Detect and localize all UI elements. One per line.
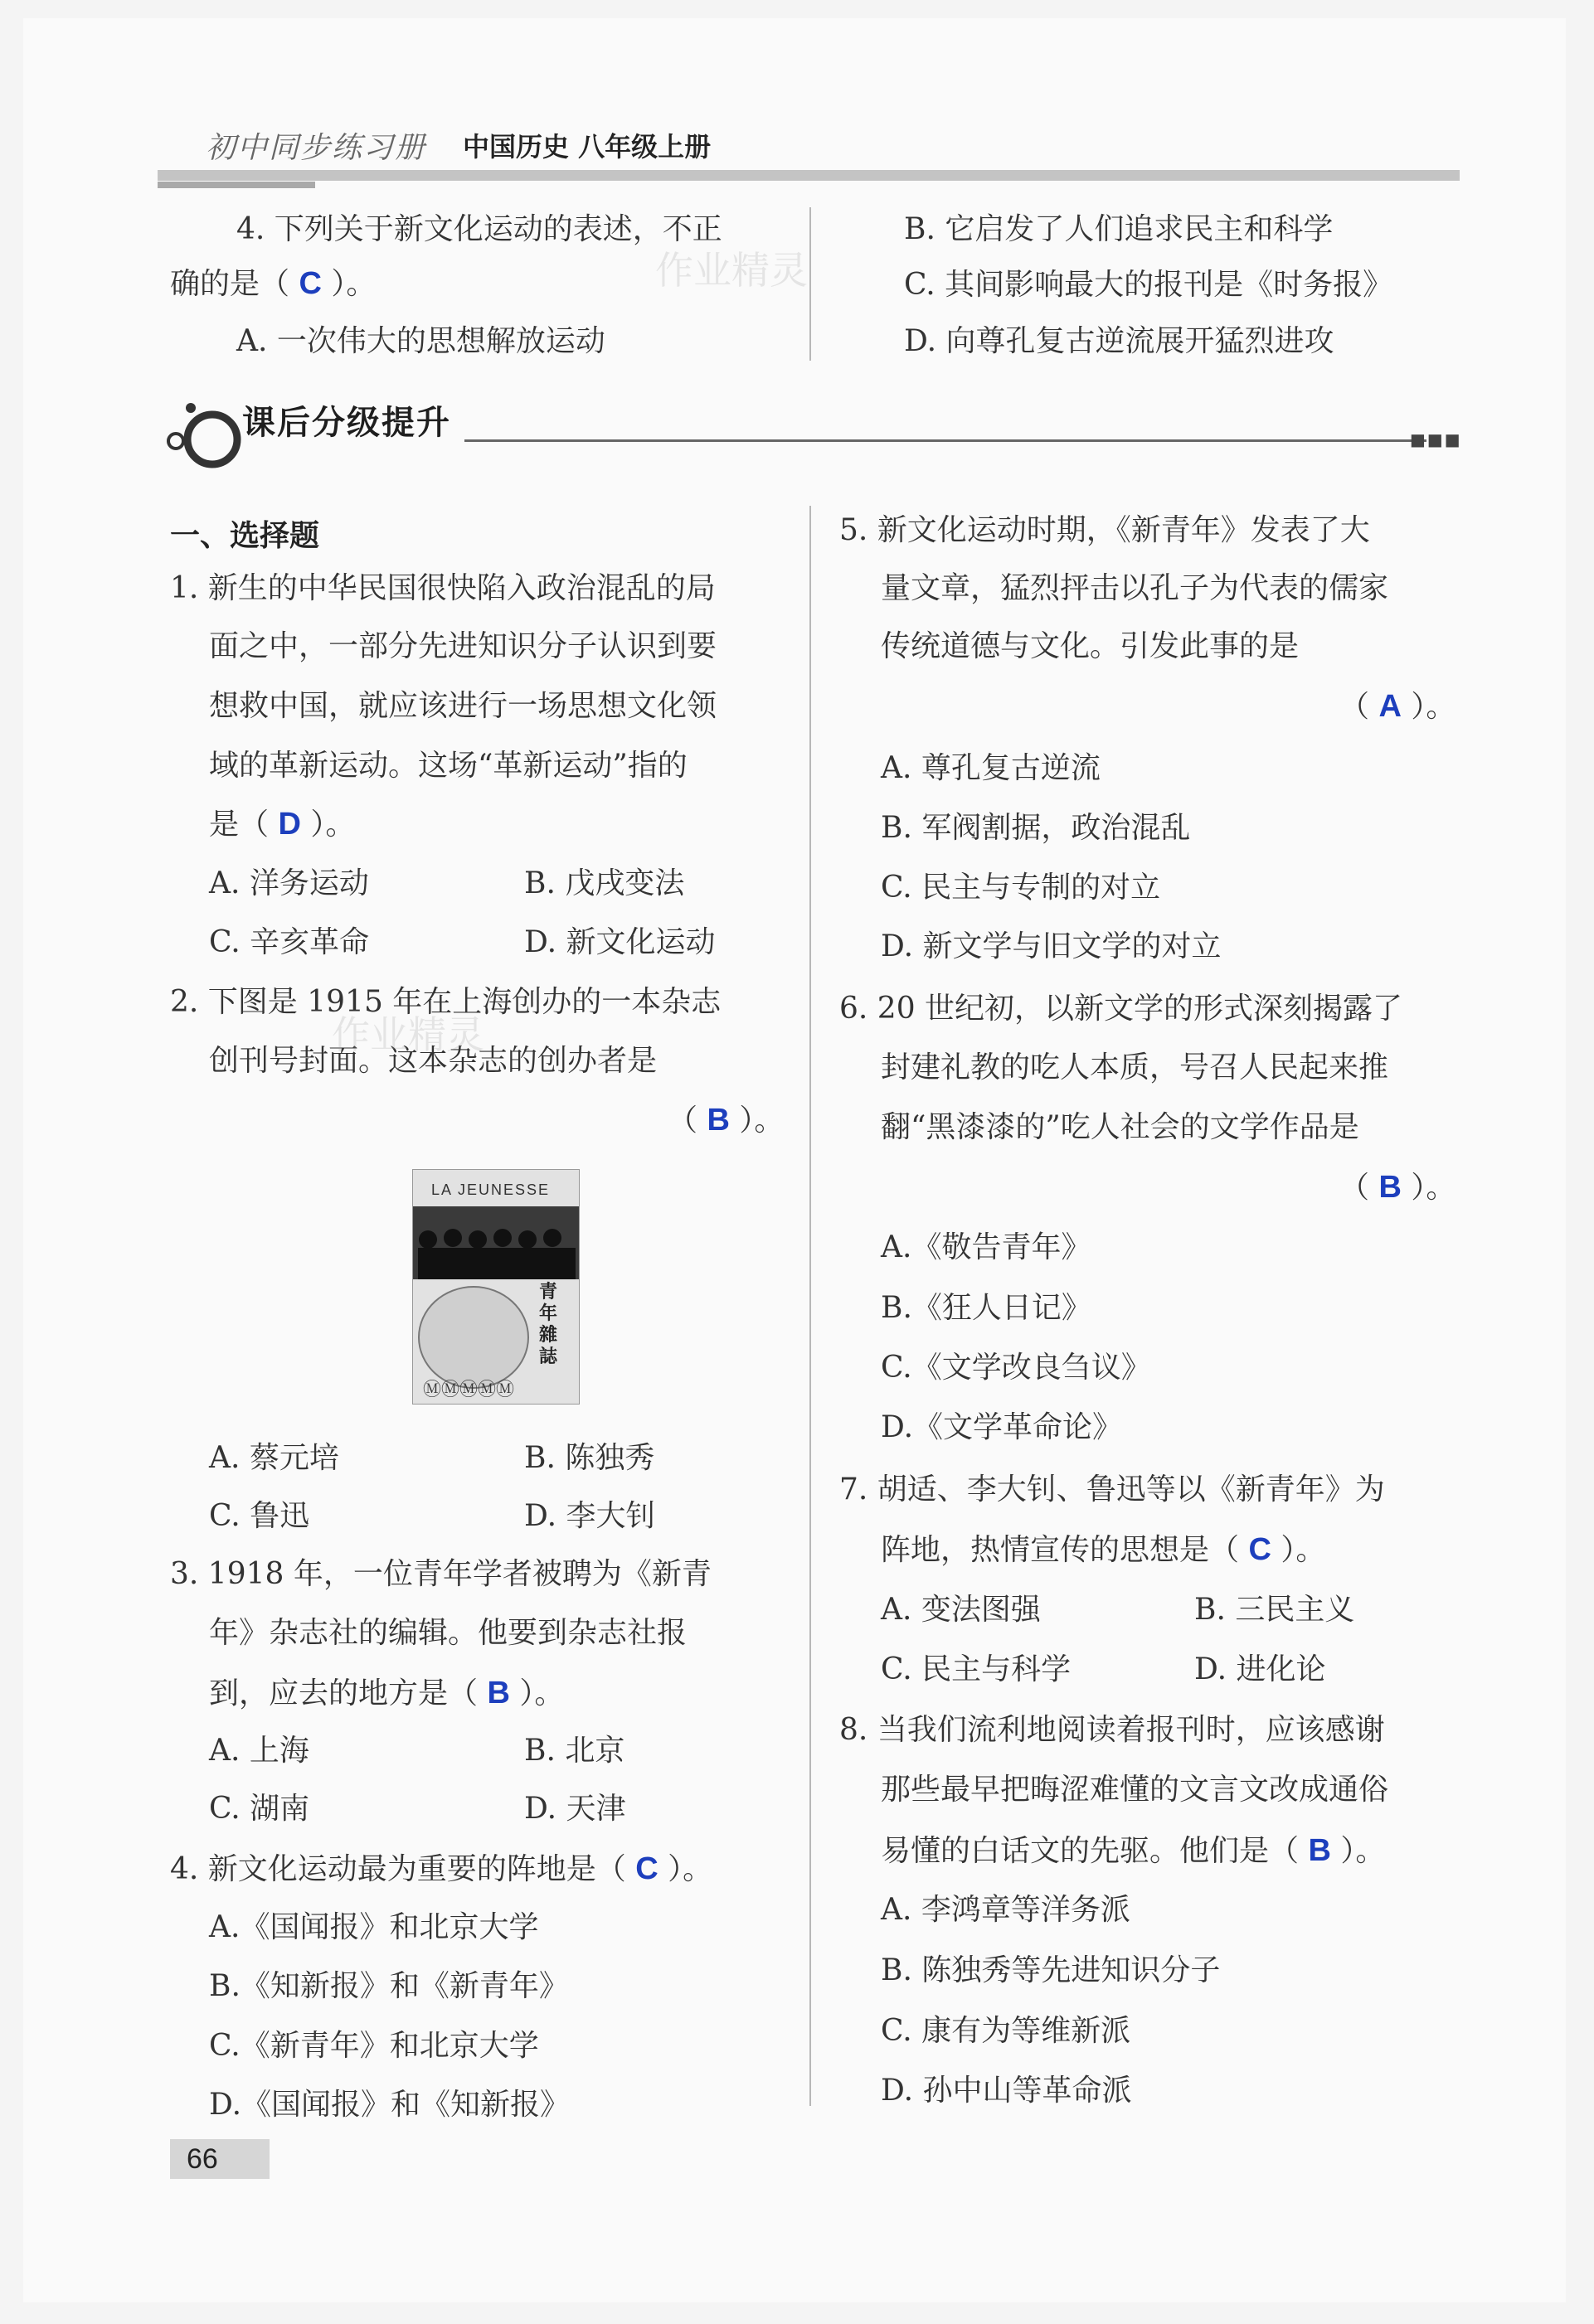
q7-option-a: A. 变法图强 xyxy=(881,1593,1041,1627)
q5-option-c: C. 民主与专制的对立 xyxy=(881,871,1161,905)
q1-option-c: C. 辛亥革命 xyxy=(209,925,370,959)
q6-line-2: 封建礼教的吃人本质，号召人民起来推 xyxy=(881,1050,1389,1084)
page xyxy=(23,18,1566,2302)
page-number: 66 xyxy=(170,2139,270,2179)
portrait-medallion xyxy=(418,1286,529,1389)
q3-line-1: 3. 1918 年，一位青年学者被聘为《新青 xyxy=(170,1557,712,1591)
header-bar-accent xyxy=(158,182,315,188)
q5-option-b: B. 军阀割据，政治混乱 xyxy=(881,811,1191,845)
q4-option-a: A.《国闻报》和北京大学 xyxy=(209,1910,539,1944)
q1-option-a: A. 洋务运动 xyxy=(209,866,369,900)
answer-mark: A xyxy=(1378,689,1402,724)
q8-option-d: D. 孙中山等革命派 xyxy=(881,2074,1132,2108)
magazine-cover-image xyxy=(412,1169,580,1405)
q6-option-b: B.《狂人日记》 xyxy=(881,1291,1091,1325)
q6-line-4: （ B ）。 xyxy=(1339,1170,1456,1205)
header-bar xyxy=(158,170,1460,181)
q1-option-d: D. 新文化运动 xyxy=(524,925,716,959)
q4-option-d: D.《国闻报》和《知新报》 xyxy=(209,2088,571,2122)
top-question-line-1: 4. 下列关于新文化运动的表述，不正 xyxy=(236,212,722,246)
q8-line-2: 那些最早把晦涩难懂的文言文改成通俗 xyxy=(881,1773,1389,1807)
q3-option-b: B. 北京 xyxy=(524,1734,625,1768)
top-option-d: D. 向尊孔复古逆流展开猛烈进攻 xyxy=(904,324,1334,358)
column-divider-main xyxy=(809,506,811,2106)
top-question-line-2: 确的是（ C ）。 xyxy=(170,266,377,301)
answer-mark: C xyxy=(299,266,322,301)
q1-line-3: 想救中国，就应该进行一场思想文化领 xyxy=(209,689,717,723)
section-title: 课后分级提升 xyxy=(242,404,451,442)
watermark: 作业精灵 xyxy=(332,1012,484,1057)
q7-line-1: 7. 胡适、李大钊、鲁迅等以《新青年》为 xyxy=(839,1473,1385,1506)
watermark: 作业精灵 xyxy=(655,248,808,293)
top-option-c: C. 其间影响最大的报刊是《时务报》 xyxy=(904,268,1393,302)
q5-line-1: 5. 新文化运动时期，《新青年》发表了大 xyxy=(839,513,1370,547)
series-title: 初中同步练习册 xyxy=(206,131,427,165)
q2-option-d: D. 李大钊 xyxy=(524,1499,656,1533)
q2-option-a: A. 蔡元培 xyxy=(209,1441,339,1475)
q1-line-5: 是（ D ）。 xyxy=(209,807,356,842)
q6-option-a: A.《敬告青年》 xyxy=(881,1230,1091,1264)
q3-line-3: 到，应去的地方是（ B ）。 xyxy=(209,1676,565,1710)
answer-mark: B xyxy=(707,1103,730,1138)
answer-mark: D xyxy=(278,807,301,842)
q5-option-d: D. 新文学与旧文学的对立 xyxy=(881,929,1222,963)
q4-option-b: B.《知新报》和《新青年》 xyxy=(209,1969,569,2003)
q8-option-c: C. 康有为等维新派 xyxy=(881,2014,1131,2048)
q2-line-2: 创刊号封面。这本杂志的创办者是 xyxy=(209,1044,658,1078)
q2-line-3: （ B ）。 xyxy=(668,1103,785,1138)
answer-mark: C xyxy=(635,1851,658,1886)
section-rule xyxy=(464,439,1426,442)
q8-line-1: 8. 当我们流利地阅读着报刊时，应该感谢 xyxy=(839,1713,1385,1747)
cover-vertical-title: 青年雜誌 xyxy=(539,1282,558,1367)
q1-line-1: 1. 新生的中华民国很快陷入政治混乱的局 xyxy=(170,571,716,605)
answer-mark: C xyxy=(1248,1532,1271,1567)
cover-title: LA JEUNESSE xyxy=(431,1181,551,1198)
q5-line-2: 量文章，猛烈抨击以孔子为代表的儒家 xyxy=(881,571,1389,605)
cover-photo-band xyxy=(413,1206,579,1279)
q3-option-c: C. 湖南 xyxy=(209,1792,310,1826)
q5-line-3: 传统道德与文化。引发此事的是 xyxy=(881,629,1300,663)
q1-line-2: 面之中，一部分先进知识分子认识到要 xyxy=(209,629,717,663)
section-dots-icon: ■■■ xyxy=(1410,429,1462,449)
q6-line-3: 翻“黑漆漆的”吃人社会的文学作品是 xyxy=(881,1110,1359,1144)
top-option-a: A. 一次伟大的思想解放运动 xyxy=(236,324,605,358)
q1-option-b: B. 戊戌变法 xyxy=(524,866,685,900)
sub-heading: 一、选择题 xyxy=(170,519,320,553)
q3-line-2: 年》杂志社的编辑。他要到杂志社报 xyxy=(209,1616,688,1650)
q6-line-1: 6. 20 世纪初，以新文学的形式深刻揭露了 xyxy=(839,992,1403,1026)
answer-mark: B xyxy=(487,1676,510,1710)
q8-option-a: A. 李鸿章等洋务派 xyxy=(881,1893,1130,1927)
q3-option-d: D. 天津 xyxy=(524,1792,626,1826)
section-circles-icon xyxy=(164,390,247,481)
answer-mark: B xyxy=(1378,1170,1402,1205)
cover-bottom-pattern: ⓂⓂⓂⓂⓂ xyxy=(423,1380,515,1400)
q2-option-c: C. 鲁迅 xyxy=(209,1499,310,1533)
column-divider-top xyxy=(809,207,811,361)
q7-option-c: C. 民主与科学 xyxy=(881,1652,1072,1686)
q7-option-d: D. 进化论 xyxy=(1194,1652,1326,1686)
q3-option-a: A. 上海 xyxy=(209,1734,309,1768)
answer-mark: B xyxy=(1308,1833,1331,1868)
top-option-b: B. 它启发了人们追求民主和科学 xyxy=(904,212,1334,246)
q6-option-c: C.《文学改良刍议》 xyxy=(881,1351,1151,1385)
q5-option-a: A. 尊孔复古逆流 xyxy=(881,751,1101,785)
q2-option-b: B. 陈独秀 xyxy=(524,1441,655,1475)
q8-option-b: B. 陈独秀等先进知识分子 xyxy=(881,1953,1221,1987)
q6-option-d: D.《文学革命论》 xyxy=(881,1410,1123,1444)
q7-option-b: B. 三民主义 xyxy=(1194,1593,1355,1627)
q5-line-4: （ A ）。 xyxy=(1339,689,1456,724)
q4-line-1: 4. 新文化运动最为重要的阵地是（ C ）。 xyxy=(170,1851,713,1886)
q4-option-c: C.《新青年》和北京大学 xyxy=(209,2029,539,2063)
q2-line-1: 2. 下图是 1915 年在上海创办的一本杂志 xyxy=(170,985,722,1019)
people-silhouettes-icon xyxy=(413,1206,579,1279)
q8-line-3: 易懂的白话文的先驱。他们是（ B ）。 xyxy=(881,1833,1386,1868)
q1-line-4: 域的革新运动。这场“革新运动”指的 xyxy=(209,749,688,783)
book-title: 中国历史 八年级上册 xyxy=(463,131,712,163)
q7-line-2: 阵地，热情宣传的思想是（ C ）。 xyxy=(881,1532,1326,1567)
